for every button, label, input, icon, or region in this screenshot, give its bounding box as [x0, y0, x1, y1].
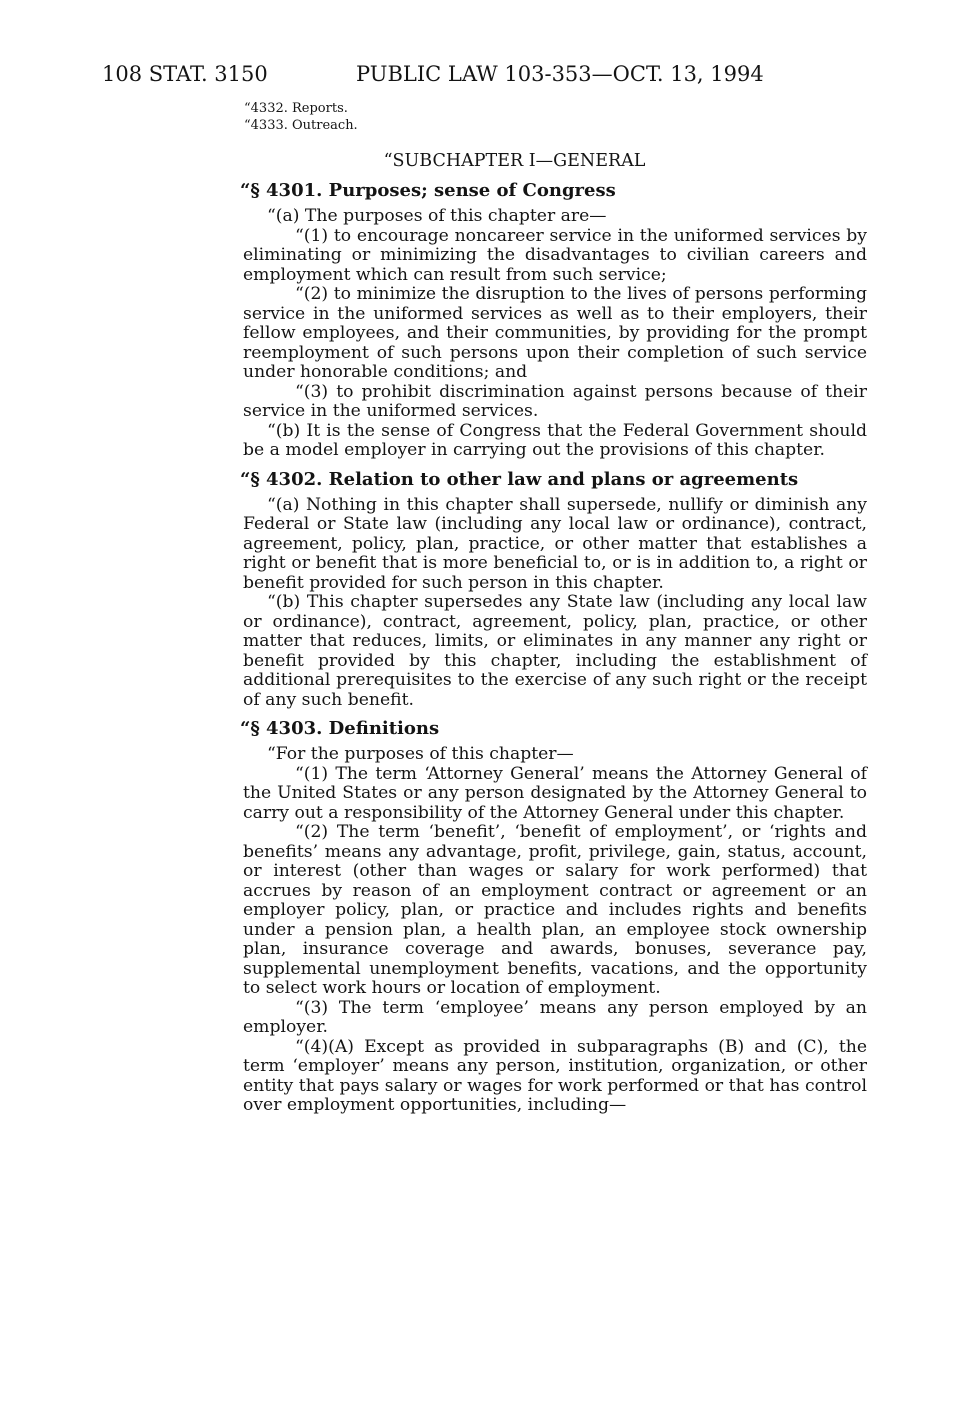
public-law-citation: PUBLIC LAW 103-353—OCT. 13, 1994 [356, 62, 764, 86]
paragraph: “(a) The purposes of this chapter are— [267, 206, 607, 226]
subparagraph: “(3) The term ‘employee’ means any person employed by an employer. [243, 997, 867, 1037]
subparagraph: “(1) to encourage noncareer service in the uniformed services by eliminating or minimizing the disadvantages to civilian careers and employment which can result from such service; [243, 225, 867, 285]
subparagraph: “(2) to minimize the disruption to the lives of persons performing service in the uniformed services as well as to their employers, their fellow employees, and their communities, by providing for the prompt reemployment of such persons upon their completion of such service under honorable conditions; and [243, 284, 867, 382]
subparagraph: “(1) The term ‘Attorney General’ means the Attorney General of the United States or any person designated by the Attorney General to carry out a responsibility of the Attorney General under this chapter. [243, 763, 867, 823]
section-heading: “§ 4303. Definitions [240, 718, 440, 739]
paragraph: “(b) This chapter supersedes any State law (including any local law or ordinance), contract, agreement, policy, plan, practice, or other matter that reduces, limits, or eliminates in any manner any right or benefit provided by this chapter, including the establishment of additional prerequisites to the exercise of any such right or the receipt of any such benefit. [243, 592, 867, 710]
toc-entry: “4333. Outreach. [244, 118, 358, 133]
statute-page-ref: 108 STAT. 3150 [102, 62, 268, 86]
subparagraph: “(2) The term ‘benefit’, ‘benefit of employment’, or ‘rights and benefits’ means any advantage, profit, privilege, gain, status, account, or interest (other than wages or salary for work performed) that accrues by reason of an employment contract or agreement or an employer policy, plan, or practice and includes rights and benefits under a pension plan, a health plan, an employee stock ownership plan, insurance coverage and awards, bonuses, severance pay, supplemental unemployment benefits, vacations, and the opportunity to select work hours or location of employment. [243, 822, 867, 998]
paragraph: “(a) Nothing in this chapter shall supersede, nullify or diminish any Federal or State law (including any local law or ordinance), contract, agreement, policy, plan, practice, or other matter that establishes a right or benefit that is more beneficial to, or is in addition to, a right or benefit provided for such person in this chapter. [243, 494, 867, 593]
toc-entry: “4332. Reports. [244, 101, 348, 116]
statute-body [240, 180, 867, 1116]
subparagraph: “(3) to prohibit discrimination against persons because of their service in the uniformed services. [243, 381, 867, 421]
paragraph: “For the purposes of this chapter— [267, 744, 574, 764]
subparagraph: “(4)(A) Except as provided in subparagraphs (B) and (C), the term ‘employer’ means any person, institution, organization, or other entity that pays salary or wages for work performed or that has control over employment opportunities, including— [243, 1036, 867, 1115]
section-heading: “§ 4301. Purposes; sense of Congress [240, 180, 616, 201]
section-heading: “§ 4302. Relation to other law and plans or agreements [240, 468, 799, 490]
running-header [102, 58, 862, 90]
section-list [244, 100, 358, 134]
subchapter-title: “SUBCHAPTER I—GENERAL [383, 151, 646, 171]
paragraph: “(b) It is the sense of Congress that the Federal Government should be a model employer in carrying out the provisions of this chapter. [243, 420, 867, 460]
